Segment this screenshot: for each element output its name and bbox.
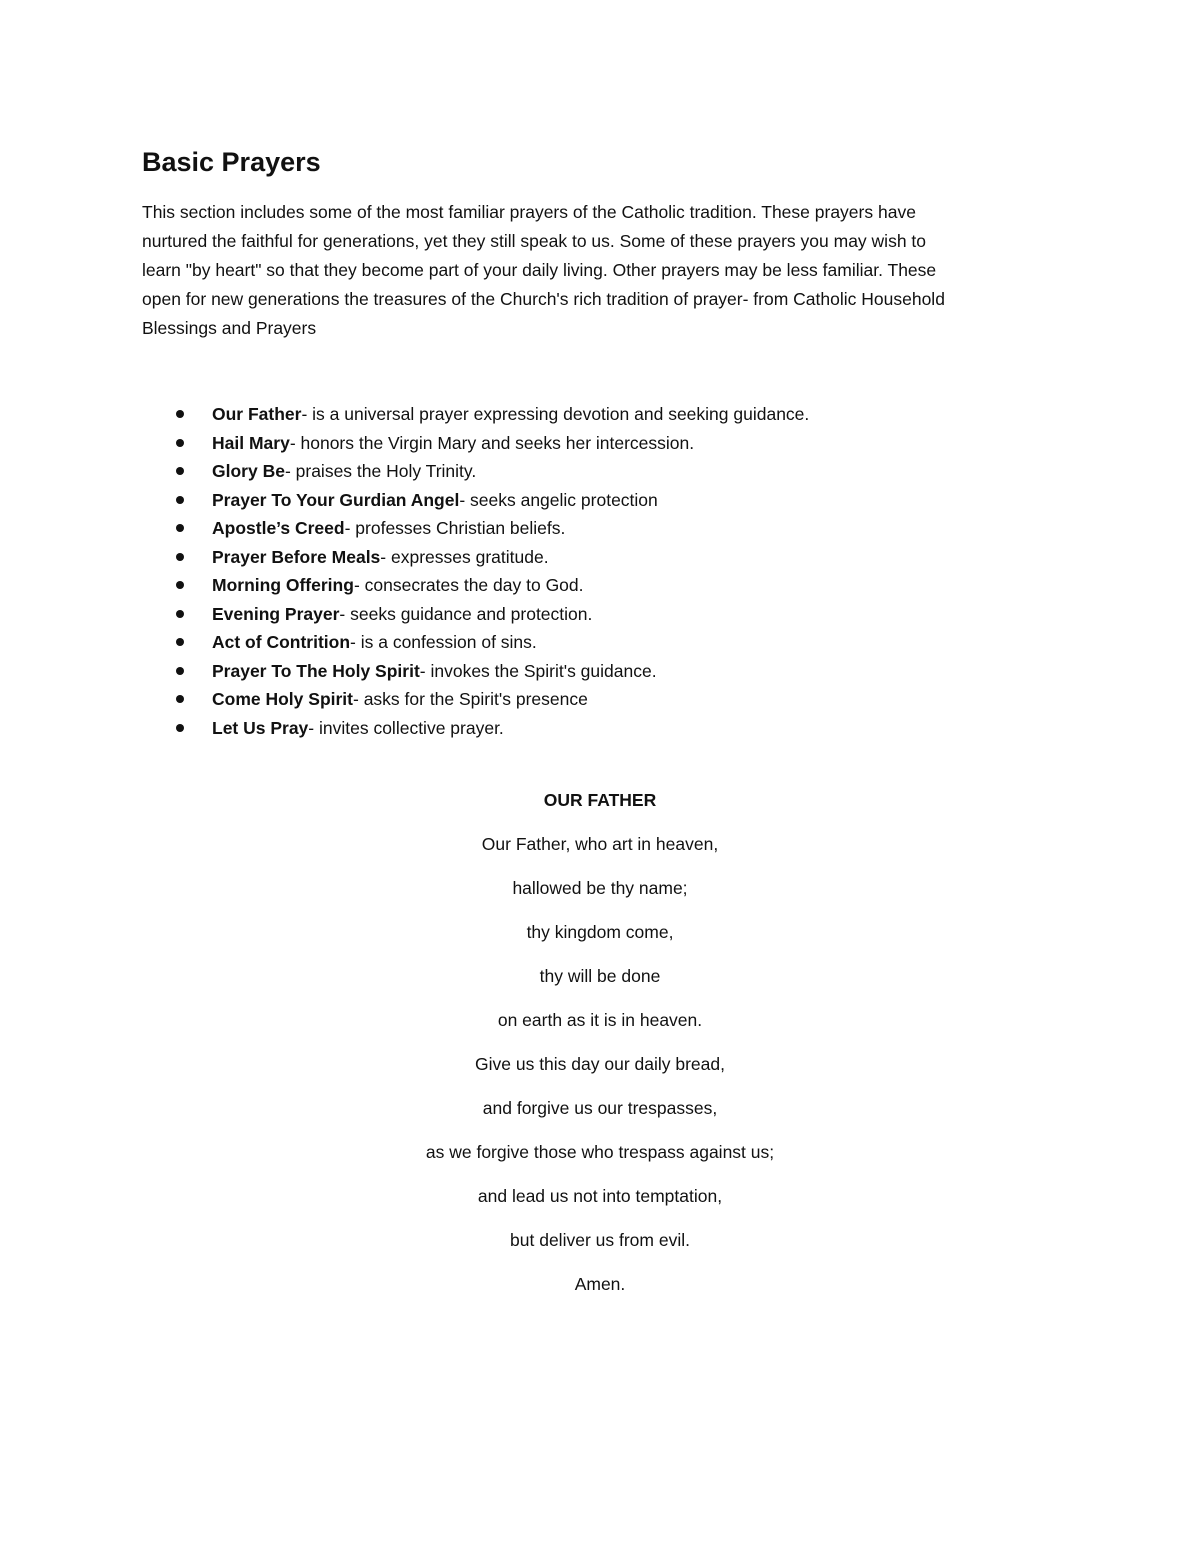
prayer-line: on earth as it is in heaven. bbox=[497, 1010, 703, 1030]
prayer-name: Act of Contrition bbox=[212, 632, 351, 652]
bullet-icon bbox=[176, 410, 184, 418]
list-item bbox=[142, 400, 1042, 429]
prayer-name: Hail Mary bbox=[212, 432, 290, 453]
prayer-name: Morning Offering bbox=[212, 575, 354, 595]
prayer-name: Let Us Pray bbox=[212, 717, 309, 738]
prayer-description: - consecrates the day to God. bbox=[353, 575, 584, 595]
prayer-description: - praises the Holy Trinity. bbox=[284, 461, 477, 481]
our-father-prayer bbox=[0, 786, 1200, 1314]
bullet-icon bbox=[176, 467, 184, 475]
page-title: Basic Prayers bbox=[142, 147, 321, 177]
prayer-description: - expresses gratitude. bbox=[380, 546, 549, 567]
list-item bbox=[142, 657, 1042, 686]
bullet-icon bbox=[176, 524, 184, 532]
prayer-description: - seeks guidance and protection. bbox=[339, 603, 593, 624]
prayer-name: Evening Prayer bbox=[212, 603, 340, 624]
intro-line: This section includes some of the most familiar prayers of the Catholic tradition. These prayers have bbox=[142, 202, 916, 222]
list-item bbox=[142, 600, 1042, 629]
list-item bbox=[142, 628, 1042, 657]
bullet-icon bbox=[176, 610, 184, 618]
prayer-description: - asks for the Spirit's presence bbox=[353, 689, 588, 709]
intro-line: nurtured the faithful for generations, yet they still speak to us. Some of these prayers you may wish to bbox=[142, 231, 927, 251]
prayer-line: Give us this day our daily bread, bbox=[475, 1054, 725, 1074]
bullet-icon bbox=[176, 695, 184, 703]
intro-paragraph bbox=[142, 198, 1072, 343]
prayer-line: and forgive us our trespasses, bbox=[482, 1098, 718, 1118]
prayer-list bbox=[142, 400, 1042, 742]
prayer-heading: OUR FATHER bbox=[543, 790, 657, 810]
prayer-line: thy will be done bbox=[539, 966, 661, 986]
bullet-icon bbox=[176, 496, 184, 504]
prayer-description: - honors the Virgin Mary and seeks her intercession. bbox=[289, 432, 695, 453]
list-item bbox=[142, 543, 1042, 572]
prayer-line: as we forgive those who trespass against us; bbox=[425, 1142, 775, 1162]
intro-line: open for new generations the treasures of the Church's rich tradition of prayer- from Catholic Household bbox=[142, 289, 945, 309]
bullet-icon bbox=[176, 667, 184, 675]
bullet-icon bbox=[176, 553, 184, 561]
prayer-text bbox=[0, 830, 1200, 1314]
prayer-description: - invokes the Spirit's guidance. bbox=[419, 660, 657, 681]
prayer-line: Amen. bbox=[574, 1274, 626, 1294]
prayer-description: - invites collective prayer. bbox=[308, 717, 504, 738]
prayer-description: - is a universal prayer expressing devotion and seeking guidance. bbox=[301, 404, 810, 424]
prayer-line: and lead us not into temptation, bbox=[477, 1186, 723, 1206]
prayer-line: hallowed be thy name; bbox=[512, 878, 688, 898]
list-item bbox=[142, 486, 1042, 515]
list-item bbox=[142, 514, 1042, 543]
list-item bbox=[142, 571, 1042, 600]
prayer-name: Glory Be bbox=[212, 461, 285, 481]
list-item bbox=[142, 685, 1042, 714]
prayer-name: Prayer To Your Gurdian Angel bbox=[212, 489, 460, 510]
bullet-icon bbox=[176, 638, 184, 646]
prayer-line: but deliver us from evil. bbox=[510, 1230, 690, 1250]
prayer-name: Prayer To The Holy Spirit bbox=[212, 660, 420, 681]
bullet-icon bbox=[176, 724, 184, 732]
prayer-description: - seeks angelic protection bbox=[459, 489, 658, 510]
bullet-icon bbox=[176, 581, 184, 589]
prayer-line: thy kingdom come, bbox=[526, 922, 674, 942]
list-item bbox=[142, 714, 1042, 743]
prayer-line: Our Father, who art in heaven, bbox=[481, 834, 719, 854]
intro-line: Blessings and Prayers bbox=[142, 318, 317, 338]
prayer-description: - is a confession of sins. bbox=[350, 632, 537, 652]
list-item bbox=[142, 429, 1042, 458]
list-item bbox=[142, 457, 1042, 486]
prayer-name: Prayer Before Meals bbox=[212, 546, 381, 567]
prayer-name: Come Holy Spirit bbox=[212, 689, 353, 709]
prayer-name: Apostle’s Creed bbox=[212, 518, 345, 538]
bullet-icon bbox=[176, 439, 184, 447]
intro-line: learn "by heart" so that they become part of your daily living. Other prayers may be less familiar. These bbox=[142, 260, 937, 280]
prayer-name: Our Father bbox=[212, 404, 302, 424]
prayer-description: - professes Christian beliefs. bbox=[344, 518, 566, 538]
